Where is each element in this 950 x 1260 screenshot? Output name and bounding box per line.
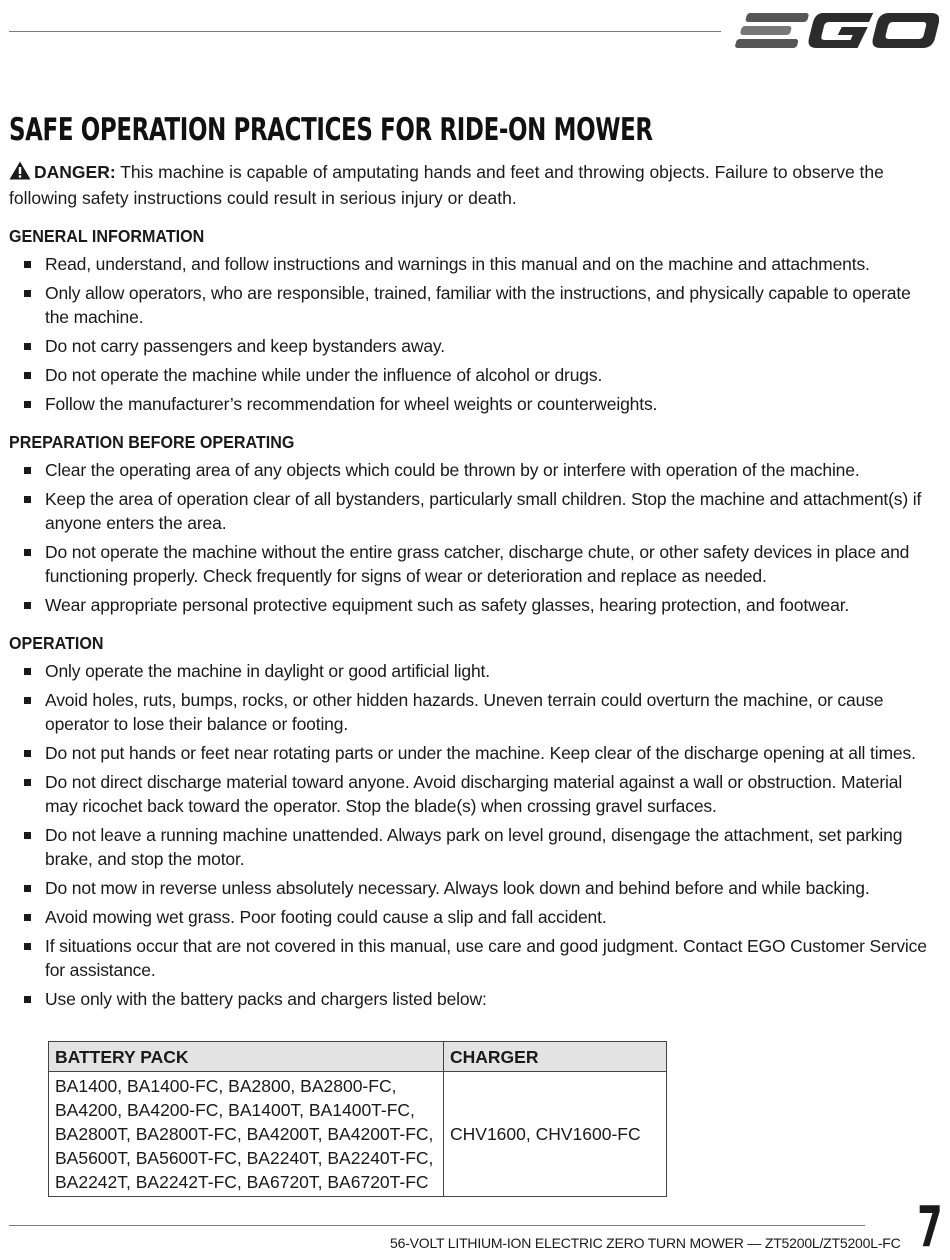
bullet-icon [24,697,31,704]
list-item-text: Only allow operators, who are responsible, trained, familiar with the instructions, and physically capable to operate the machine. [45,283,911,327]
list-item [9,876,929,900]
list-item-text: Do not mow in reverse unless absolutely necessary. Always look down and behind before and while backing. [45,878,870,898]
page-title: SAFE OPERATION PRACTICES FOR RIDE-ON MOWER [9,112,653,148]
bullet-icon [24,467,31,474]
bullet-list [9,458,929,617]
list-item [9,281,929,329]
battery-pack-line: BA5600T, BA5600T-FC, BA2240T, BA2240T-FC, [55,1148,434,1168]
list-item-text: Do not direct discharge material toward anyone. Avoid discharging material against a wall or obstruction. Material may ricochet back toward the operator. Stop the blade(s) when crossing gravel surfaces. [45,772,903,816]
section-preparation [9,430,929,617]
table-header-row [49,1042,667,1072]
bullet-icon [24,668,31,675]
bullet-icon [24,602,31,609]
bullet-icon [24,943,31,950]
bullet-icon [24,343,31,350]
header-rule [9,31,721,32]
list-item [9,987,929,1011]
section-general [9,224,929,416]
list-item-text: Read, understand, and follow instructions and warnings in this manual and on the machine and attachments. [45,254,870,274]
bullet-icon [24,372,31,379]
list-item [9,905,929,929]
danger-label: DANGER: [34,162,116,182]
bullet-icon [24,779,31,786]
list-item-text: Do not operate the machine without the entire grass catcher, discharge chute, or other safety devices in place and functioning properly. Check frequently for signs of wear or deterioration and replace as needed. [45,542,910,586]
list-item-text: Only operate the machine in daylight or good artificial light. [45,661,490,681]
footer-rule [9,1225,865,1226]
list-item-text: Keep the area of operation clear of all bystanders, particularly small children. Stop the machine and attachment(s) if anyone enters the area. [45,489,922,533]
list-item [9,770,929,818]
list-item [9,487,929,535]
list-item [9,252,929,276]
bullet-icon [24,496,31,503]
list-item [9,741,929,765]
content [9,160,929,1016]
list-item-text: Follow the manufacturer’s recommendation for wheel weights or counterweights. [45,394,658,414]
bullet-icon [24,885,31,892]
list-item-text: If situations occur that are not covered in this manual, use care and good judgment. Contact EGO Customer Service for assistance. [45,936,927,980]
battery-pack-line: BA2800T, BA2800T-FC, BA4200T, BA4200T-FC, [55,1124,434,1144]
list-item [9,934,929,982]
bullet-icon [24,914,31,921]
battery-charger-table [48,1041,667,1197]
list-item-text: Avoid mowing wet grass. Poor footing could cause a slip and fall accident. [45,907,607,927]
list-item [9,593,929,617]
battery-pack-line: BA2242T, BA2242T-FC, BA6720T, BA6720T-FC [55,1172,429,1192]
bullet-icon [24,996,31,1003]
page-number: 7 [917,1195,943,1260]
table-row [49,1072,667,1197]
list-item [9,823,929,871]
list-item-text: Wear appropriate personal protective equipment such as safety glasses, hearing protection, and footwear. [45,595,850,615]
bullet-icon [24,401,31,408]
list-item-text: Use only with the battery packs and chargers listed below: [45,989,487,1009]
bullet-icon [24,290,31,297]
column-header-charger: CHARGER [444,1042,667,1072]
warning-triangle-icon [9,161,31,186]
ego-logo-icon [733,6,939,56]
list-item [9,688,929,736]
section-heading: OPERATION [9,633,104,653]
list-item-text: Do not operate the machine while under the influence of alcohol or drugs. [45,365,603,385]
battery-pack-line: BA4200, BA4200-FC, BA1400T, BA1400T-FC, [55,1100,415,1120]
section-operation [9,631,929,1011]
bullet-list [9,252,929,416]
section-heading: PREPARATION BEFORE OPERATING [9,432,295,452]
section-heading: GENERAL INFORMATION [9,226,205,246]
bullet-icon [24,832,31,839]
list-item [9,540,929,588]
charger-cell: CHV1600, CHV1600-FC [444,1072,667,1197]
danger-notice [9,160,929,210]
battery-pack-line: BA1400, BA1400-FC, BA2800, BA2800-FC, [55,1076,397,1096]
battery-pack-cell [49,1072,444,1197]
column-header-battery-pack: BATTERY PACK [49,1042,444,1072]
bullet-icon [24,549,31,556]
bullet-icon [24,750,31,757]
list-item-text: Clear the operating area of any objects which could be thrown by or interfere with operation of the machine. [45,460,860,480]
danger-text: This machine is capable of amputating hands and feet and throwing objects. Failure to observe the following safety instructions could result in serious injury or death. [9,162,884,208]
bullet-list [9,659,929,1011]
footer-model-text: 56-VOLT LITHIUM-ION ELECTRIC ZERO TURN MOWER — ZT5200L/ZT5200L-FC [390,1235,901,1251]
list-item [9,363,929,387]
list-item [9,334,929,358]
list-item [9,392,929,416]
list-item [9,458,929,482]
list-item-text: Do not put hands or feet near rotating parts or under the machine. Keep clear of the discharge opening at all times. [45,743,916,763]
list-item-text: Avoid holes, ruts, bumps, rocks, or other hidden hazards. Uneven terrain could overturn the machine, or cause operator to lose their balance or footing. [45,690,884,734]
list-item [9,659,929,683]
bullet-icon [24,261,31,268]
list-item-text: Do not leave a running machine unattended. Always park on level ground, disengage the attachment, set parking brake, and stop the motor. [45,825,903,869]
list-item-text: Do not carry passengers and keep bystanders away. [45,336,445,356]
ego-logo [733,6,939,56]
